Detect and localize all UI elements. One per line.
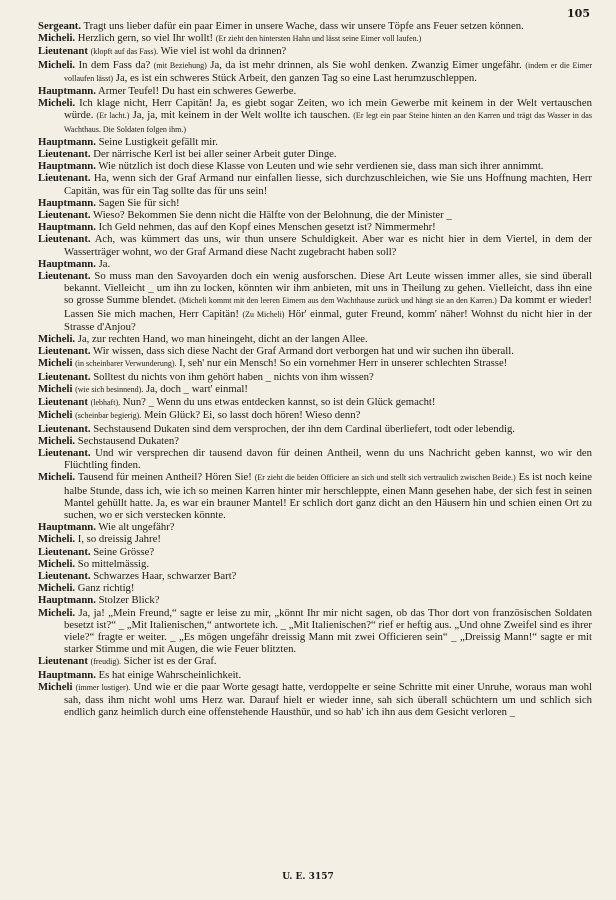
stage-direction: (Er zieht die beiden Officiere an sich und stellt sich vertraulich zwischen Beide.) (254, 473, 516, 483)
spoken-text: Seine Lustigkeit gefällt mir. (95, 135, 218, 148)
spoken-text: Ja, es ist ein schweres Stück Arbeit, den ganzen Tag so eine Last herumzuschleppen. (113, 71, 477, 84)
spoken-text: Ich Geld nehmen, das auf den Kopf eines Menschen gesetzt ist? Nimmermehr! (95, 221, 436, 234)
spoken-text: Schwarzes Haar, schwarzer Bart? (90, 569, 237, 582)
spoken-text: Ganz richtig! (75, 582, 135, 595)
spoken-text: Herzlich gern, so viel Ihr wollt! (75, 32, 216, 45)
dialogue-line (38, 221, 592, 233)
speaker-name: Lieutenant. (38, 446, 91, 459)
speaker-name: Sergeant. (38, 20, 82, 32)
dialogue-line (38, 197, 592, 209)
dialogue-line (38, 655, 592, 668)
spoken-text: Sicher ist es der Graf. (121, 655, 217, 668)
dialogue-line (38, 471, 592, 521)
spoken-text: Hör' einmal, guter Freund, komm' näher! Wohnst du nicht hier in der Strasse d'Anjou? (64, 307, 592, 333)
stage-direction: (scheinbar begierig). (75, 411, 142, 421)
play-text (38, 20, 592, 718)
spoken-text: Es hat einige Wahrscheinlichkeit. (95, 668, 242, 681)
speaker-name: Lieutenant. (38, 370, 91, 383)
footer-catalog-number: U. E. 3157 (282, 872, 334, 882)
stage-direction: (indem er die Eimer vollaufen lässt) (64, 60, 593, 83)
dialogue-line (38, 85, 592, 97)
dialogue-line (38, 209, 592, 221)
dialogue-line (38, 20, 592, 32)
dialogue-line (38, 409, 592, 422)
dialogue-line (38, 447, 592, 471)
dialogue-line (38, 270, 592, 333)
speaker-name: Lieutenant. (38, 345, 91, 358)
dialogue-line (38, 558, 592, 570)
spoken-text: Es ist noch keine halbe Stunde, dass ich, wie ich so meinen Karren hinter mir herschleppte, einen Mann gesehen habe, der sich fest in seinen Mantel gehüllt hatte. Ja, es war ein brauner Mantel! Er schlich dort ganz dicht an den Häusern hin und schien einen Ort zu suchen, wo er sich verstecken könnte. (64, 471, 592, 521)
spoken-text: Wir wissen, dass sich diese Nacht der Graf Armand dort verborgen hat und wir suchen ihn überall. (90, 345, 514, 358)
spoken-text: Mein Glück? Ei, so lasst doch hören! Wieso denn? (141, 409, 361, 422)
speaker-name: Lieutenant. (38, 569, 91, 582)
dialogue-line (38, 97, 592, 136)
speaker-name: Lieutenant. (38, 270, 91, 283)
speaker-name: Lieutenant. (38, 209, 91, 222)
speaker-name: Micheli (38, 382, 73, 395)
speaker-name: Hauptmann. (38, 521, 96, 534)
spoken-text: Solltest du nichts von ihm gehört haben _ nichts von ihm wissen? (90, 370, 374, 383)
speaker-name: Micheli. (38, 582, 76, 595)
spoken-text: Ja, ja! „Mein Freund,“ sagte er leise zu mir, „könnt Ihr mir nicht sagen, ob das Thor dort von französischen Soldaten besetzt ist?“ _ „Mit Italienischen,“ antwortete ich. _ „Mit Italienischen?“ rief er heftig aus. „Und ohne Zweifel sind es ihrer viele?“ fragte er weiter. _ „Es mögen ungefähr dreissig Mann mit zwei Officieren sein“ _ „Dreissig Mann!“ sagte er mit starker Stimme und mit Augen, die wie Feuer blitzten. (64, 606, 592, 656)
spoken-text: In dem Fass da? (75, 58, 154, 71)
dialogue-line (38, 160, 592, 172)
stage-direction: (immer lustiger). (75, 682, 131, 692)
spoken-text: Ja, zur rechten Hand, wo man hineingeht, dicht an der langen Allee. (75, 333, 368, 346)
spoken-text: Armer Teufel! Du hast ein schweres Gewerbe. (95, 85, 297, 98)
spoken-text: Sechstausend Dukaten sind dem versprochen, der ihn dem Cardinal überliefert, todt oder lebendig. (90, 422, 515, 435)
spoken-text: Wie alt ungefähr? (95, 521, 175, 534)
dialogue-line (38, 681, 592, 719)
stage-direction: (klopft auf das Fass). (90, 47, 159, 57)
speaker-name: Micheli. (38, 557, 76, 570)
spoken-text: Ach, was kümmert das uns, wir thun unsere Schuldigkeit. Aber war es nicht hier in dem Viertel, in dem der Wasserträger wohnt, wo der Graf Armand diese Nacht zugebracht haben soll? (64, 233, 592, 258)
spoken-text: Wie viel ist wohl da drinnen? (158, 45, 287, 58)
speaker-name: Micheli. (38, 434, 76, 447)
spoken-text: Der närrische Kerl ist bei aller seiner Arbeit guter Dinge. (90, 148, 337, 161)
speaker-name: Micheli. (38, 533, 76, 546)
dialogue-line (38, 521, 592, 533)
speaker-name: Hauptmann. (38, 257, 96, 270)
speaker-name: Lieutenant. (38, 172, 91, 185)
spoken-text: Ich klage nicht, Herr Capitän! Ja, es giebt sogar Zeiten, wo ich mein Gewerbe mit keinem in der Welt vertauschen würde. (64, 97, 592, 122)
speaker-name: Hauptmann. (38, 85, 96, 98)
stage-direction: (mit Beziehung) (153, 60, 207, 70)
spoken-text: So muss man den Savoyarden doch ein wenig ausforschen. Diese Art Leute wissen immer alles, sie sind überall bekannt. Vielleicht _ um ihn zu locken, könnten wir ihm anbieten, mit uns in Theilung zu gehen. Vielleicht, dass ihn eine so grosse Summe blendet. (64, 270, 592, 307)
spoken-text: Da kommt er wieder! Lassen Sie mich machen, Herr Capitän! (64, 294, 592, 320)
spoken-text: I, so dreissig Jahre! (75, 533, 161, 546)
speaker-name: Hauptmann. (38, 594, 96, 607)
speaker-name: Micheli (38, 680, 73, 693)
speaker-name: Micheli. (38, 58, 76, 71)
stage-direction: (Zu Micheli) (242, 309, 285, 319)
spoken-text: I, seh' nur ein Mensch! So ein vornehmer Herr in unserer schlechten Strasse! (176, 357, 508, 370)
dialogue-line (38, 570, 592, 582)
dialogue-line (38, 423, 592, 435)
spoken-text: Ja. (95, 257, 111, 270)
dialogue-line (38, 59, 592, 85)
dialogue-line (38, 136, 592, 148)
dialogue-line (38, 533, 592, 545)
speaker-name: Micheli (38, 357, 73, 370)
spoken-text: Tragt uns lieber dafür ein paar Eimer in unsere Wache, dass wir unsere Töpfe ans Feuer setzen können. (81, 20, 524, 32)
spoken-text: Wie nützlich ist doch diese Klasse von Leuten und wie sehr verdienen sie, dass man sich ihrer annimmt. (95, 160, 544, 173)
speaker-name: Hauptmann. (38, 221, 96, 234)
stage-direction: (Micheli kommt mit den leeren Eimern aus dem Wachthause zurück und hängt sie an den Karren.) (179, 296, 497, 306)
stage-direction: (Er zieht den hintersten Hahn und lässt seine Eimer voll laufen.) (215, 34, 422, 44)
spoken-text: Stolzer Blick? (95, 594, 160, 607)
dialogue-line (38, 172, 592, 196)
speaker-name: Lieutenant (38, 655, 88, 668)
dialogue-line (38, 396, 592, 409)
dialogue-line (38, 594, 592, 606)
speaker-name: Lieutenant (38, 396, 88, 409)
dialogue-line (38, 45, 592, 58)
dialogue-line (38, 258, 592, 270)
page-number: 105 (567, 7, 590, 20)
spoken-text: Sagen Sie für sich! (95, 196, 180, 209)
speaker-name: Lieutenant. (38, 422, 91, 435)
dialogue-line (38, 383, 592, 396)
speaker-name: Lieutenant (38, 45, 88, 58)
dialogue-line (38, 582, 592, 594)
dialogue-line (38, 607, 592, 656)
speaker-name: Hauptmann. (38, 668, 96, 681)
stage-direction: (Er lacht.) (96, 111, 130, 121)
stage-direction: (Er legt ein paar Steine hinten an den Karren und trägt das Wasser in das Wachthaus. Die Soldaten folgen ihm.) (64, 111, 592, 134)
stage-direction: (freudig). (90, 657, 121, 667)
spoken-text: Seine Grösse? (90, 545, 155, 558)
speaker-name: Micheli. (38, 32, 76, 45)
speaker-name: Micheli. (38, 471, 76, 484)
dialogue-line (38, 32, 592, 45)
stage-direction: (lebhaft). (90, 398, 121, 408)
speaker-name: Lieutenant. (38, 233, 91, 246)
dialogue-line (38, 148, 592, 160)
spoken-text: Ja, da ist mehr drinnen, als Sie wohl denken. Zwanzig Eimer ungefähr. (206, 58, 526, 71)
speaker-name: Hauptmann. (38, 160, 96, 173)
dialogue-line (38, 371, 592, 383)
stage-direction: (wie sich besinnend). (75, 384, 144, 394)
stage-direction: (in scheinbarer Verwunderung). (75, 359, 177, 369)
dialogue-line (38, 345, 592, 357)
dialogue-line (38, 546, 592, 558)
spoken-text: Sechstausend Dukaten? (75, 434, 179, 447)
dialogue-line (38, 333, 592, 345)
dialogue-line (38, 435, 592, 447)
spoken-text: Ja, doch _ wart' einmal! (143, 382, 248, 395)
spoken-text: So mittelmässig. (75, 557, 150, 570)
dialogue-line (38, 233, 592, 257)
speaker-name: Micheli. (38, 606, 76, 619)
speaker-name: Hauptmann. (38, 196, 96, 209)
speaker-name: Micheli. (38, 333, 76, 346)
speaker-name: Lieutenant. (38, 545, 91, 558)
spoken-text: Wieso? Bekommen Sie denn nicht die Hälfte von der Belohnung, die der Minister _ (90, 209, 452, 222)
spoken-text: Und wir versprechen dir tausend davon für deinen Antheil, wenn du uns Nachricht geben kannst, wo wir den Flüchtling finden. (64, 446, 592, 472)
spoken-text: Und wie er die paar Worte gesagt hatte, verdoppelte er seine Schritte mit einer Unruhe, woraus man wohl sah, dass ihm nicht wohl ums Herz war. Darauf hielt er wieder inne, sah sich überall schüchtern um und schlich sich endlich ganz heimlich durch eine offenstehende Hausthür, und so hab' ich ihn aus dem Gesicht verloren _ (64, 680, 592, 719)
spoken-text: Nun? _ Wenn du uns etwas entdecken kannst, so ist dein Glück gemacht! (120, 396, 436, 409)
spoken-text: Tausend für meinen Antheil? Hören Sie! (75, 471, 255, 484)
spoken-text: Ja, ja, mit keinem in der Welt wollte ich tauschen. (129, 109, 354, 122)
speaker-name: Micheli (38, 409, 73, 422)
dialogue-line (38, 357, 592, 370)
dialogue-line (38, 669, 592, 681)
speaker-name: Hauptmann. (38, 135, 96, 148)
spoken-text: Ha, wenn sich der Graf Armand nur einfallen liesse, sich durchzuschleichen, wie Sie uns Hoffnung machten, Herr Capitän, was für ein Tag sollte das für uns sein! (64, 172, 592, 197)
speaker-name: Micheli. (38, 97, 76, 110)
speaker-name: Lieutenant. (38, 148, 91, 161)
